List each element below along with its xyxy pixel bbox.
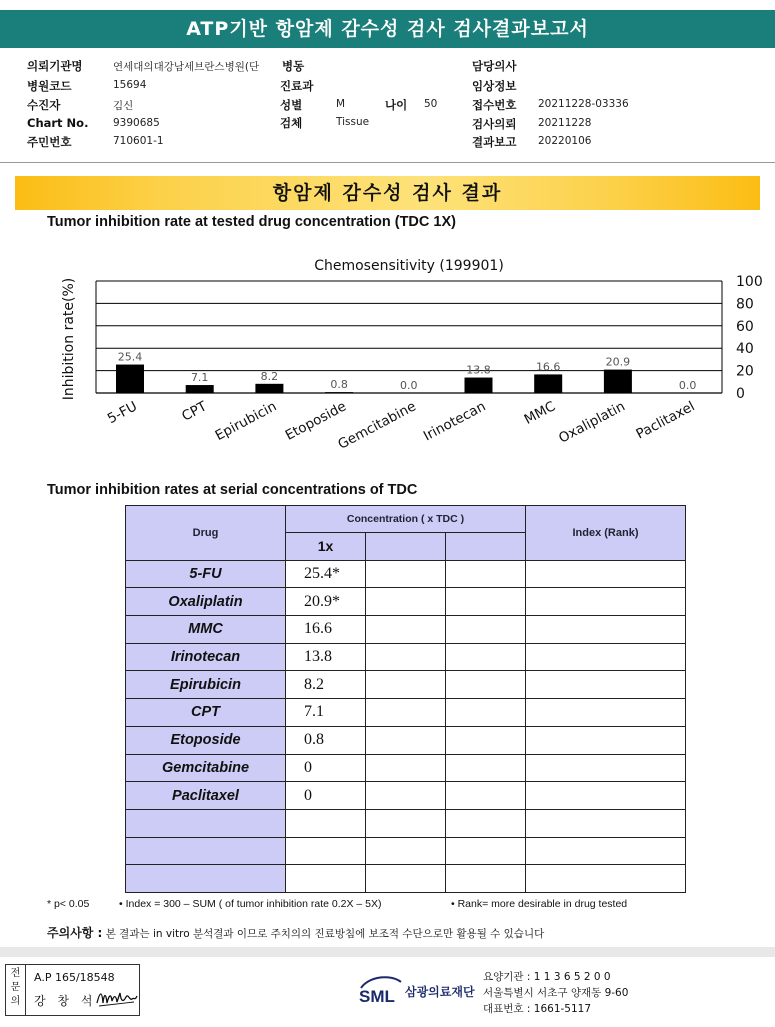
y-tick-label: 60	[736, 318, 754, 335]
table-row-empty	[126, 865, 686, 893]
table-row-empty	[126, 837, 686, 865]
requesting-org-label: 의뢰기관명	[27, 59, 83, 73]
empty-cell	[366, 699, 446, 727]
value-1x: 0	[286, 782, 366, 810]
index-cell	[526, 588, 686, 616]
data-label: 0.0	[678, 379, 697, 392]
empty-cell	[366, 643, 446, 671]
hospital-code-label: 병원코드	[27, 79, 72, 93]
index-cell	[526, 560, 686, 588]
section1-title: Tumor inhibition rate at tested drug concentration (TDC 1X)	[47, 214, 456, 230]
empty-cell	[446, 809, 526, 837]
drug-name: Epirubicin	[126, 671, 286, 699]
empty-cell	[446, 865, 526, 893]
empty-cell	[526, 837, 686, 865]
index-cell	[526, 726, 686, 754]
empty-cell	[366, 865, 446, 893]
request-date-value: 20211228	[538, 117, 592, 129]
empty-cell	[446, 671, 526, 699]
age-label: 나이	[385, 98, 408, 112]
index-cell	[526, 699, 686, 727]
bar	[255, 384, 283, 393]
empty-drug-cell	[126, 809, 286, 837]
empty-cell	[366, 671, 446, 699]
value-1x: 7.1	[286, 699, 366, 727]
y-tick-label: 80	[736, 296, 754, 313]
header-blank	[446, 533, 526, 561]
specimen-value: Tissue	[336, 116, 370, 128]
table-row	[126, 754, 686, 782]
patient-info	[0, 52, 775, 162]
data-label: 0.8	[330, 378, 348, 392]
specimen-label: 검체	[280, 116, 303, 130]
data-label: 13.8	[466, 363, 491, 377]
empty-cell	[286, 809, 366, 837]
org-address: 서울특별시 서초구 양재동 9-60	[483, 987, 629, 999]
value-1x: 16.6	[286, 616, 366, 644]
empty-cell	[446, 616, 526, 644]
footnote-rank: • Rank= more desirable in drug tested	[451, 898, 628, 910]
y-axis-label: Inhibition rate(%)	[61, 277, 77, 401]
sex-label: 성별	[280, 98, 303, 112]
chart-no-value: 9390685	[113, 117, 160, 129]
sml-logo-icon	[357, 972, 405, 1008]
x-tick-label: Oxaliplatin	[556, 398, 628, 447]
value-1x: 0.8	[286, 726, 366, 754]
report-title: ATP기반 항암제 감수성 검사 검사결과보고서	[0, 10, 775, 48]
y-tick-label: 20	[736, 363, 754, 380]
serial-concentration-table	[125, 505, 686, 893]
footer-divider	[0, 947, 775, 957]
empty-cell	[286, 837, 366, 865]
data-label: 7.1	[190, 371, 209, 385]
report-date-value: 20220106	[538, 135, 592, 147]
age-value: 50	[424, 98, 438, 110]
doctor-label: 담당의사	[472, 59, 517, 73]
footnote-p: * p< 0.05	[47, 898, 90, 910]
index-cell	[526, 671, 686, 699]
patient-value: 김신	[113, 100, 134, 112]
org-name: 삼광의료재단	[405, 985, 475, 999]
bar	[325, 392, 353, 393]
drug-name: Gemcitabine	[126, 754, 286, 782]
data-label: 20.9	[605, 355, 631, 369]
x-tick-label: CPT	[179, 398, 210, 425]
x-tick-label: Etoposide	[282, 398, 349, 444]
patient-label: 수진자	[27, 98, 61, 112]
header-drug: Drug	[126, 506, 286, 561]
data-label: 25.4	[117, 350, 143, 364]
empty-cell	[366, 809, 446, 837]
empty-cell	[446, 754, 526, 782]
doctor-vertical-label	[6, 965, 26, 1015]
caution-label: 주의사항 :	[47, 926, 103, 940]
x-tick-label: MMC	[521, 398, 559, 428]
org-address-block	[483, 969, 628, 1017]
request-date-label: 검사의뢰	[472, 117, 517, 131]
chart-no-label: Chart No.	[27, 116, 89, 130]
bar	[186, 385, 214, 393]
resident-no-label: 주민번호	[27, 135, 72, 149]
drug-name: CPT	[126, 699, 286, 727]
empty-cell	[446, 726, 526, 754]
hospital-code-value: 15694	[113, 79, 147, 91]
header-blank	[366, 533, 446, 561]
x-tick-label: Epirubicin	[212, 398, 280, 444]
info-divider	[0, 162, 775, 163]
y-tick-label: 0	[736, 386, 745, 402]
empty-cell	[366, 726, 446, 754]
report-date-label: 결과보고	[472, 135, 517, 149]
table-row	[126, 699, 686, 727]
bar	[534, 374, 562, 393]
sex-value: M	[336, 98, 346, 110]
empty-cell	[446, 782, 526, 810]
drug-name: Oxaliplatin	[126, 588, 286, 616]
data-label: 8.2	[260, 369, 279, 383]
index-cell	[526, 643, 686, 671]
vertical-label-text: 전문의	[10, 968, 21, 1007]
org-code: 요양기관 : 1 1 3 6 5 2 0 0	[483, 971, 611, 983]
value-1x: 20.9*	[286, 588, 366, 616]
empty-drug-cell	[126, 865, 286, 893]
doctor-ap-number: A.P 165/18548	[34, 971, 115, 984]
value-1x: 25.4*	[286, 560, 366, 588]
empty-cell	[446, 699, 526, 727]
drug-name: Irinotecan	[126, 643, 286, 671]
caution-text: 본 결과는 in vitro 분석결과 이므로 주치의의 진료방침에 보조적 수단으로만 활용될 수 있습니다	[105, 928, 545, 940]
index-cell	[526, 616, 686, 644]
caution	[47, 924, 544, 941]
sml-logo-text: SML	[359, 987, 395, 1006]
table-row	[126, 643, 686, 671]
header-concentration: Concentration ( x TDC )	[286, 506, 526, 533]
table-row	[126, 726, 686, 754]
empty-cell	[366, 588, 446, 616]
table-row	[126, 588, 686, 616]
empty-cell	[446, 560, 526, 588]
signature-icon	[94, 987, 139, 1009]
drug-name: Etoposide	[126, 726, 286, 754]
footnote-index: • Index = 300 – SUM ( of tumor inhibition rate 0.2X – 5X)	[119, 898, 382, 910]
requesting-org-value: 연세대의대강남세브란스병원(단	[113, 61, 260, 73]
x-tick-label: 5-FU	[104, 398, 140, 428]
table-row	[126, 560, 686, 588]
doctor-box	[5, 964, 140, 1016]
receipt-no-label: 접수번호	[472, 98, 517, 112]
empty-cell	[526, 809, 686, 837]
data-label: 16.6	[535, 360, 561, 374]
drug-name: 5-FU	[126, 560, 286, 588]
org-phone: 대표번호 : 1661-5117	[483, 1003, 592, 1015]
index-cell	[526, 782, 686, 810]
header-1x: 1x	[286, 533, 366, 561]
header-index: Index (Rank)	[526, 506, 686, 561]
receipt-no-value: 20211228-03336	[538, 98, 629, 110]
drug-name: MMC	[126, 616, 286, 644]
x-tick-label: Gemcitabine	[335, 398, 419, 453]
empty-cell	[446, 643, 526, 671]
bar	[116, 365, 144, 393]
bar	[465, 378, 493, 393]
table-row	[126, 671, 686, 699]
value-1x: 0	[286, 754, 366, 782]
y-tick-label: 40	[736, 341, 754, 358]
empty-drug-cell	[126, 837, 286, 865]
chemosensitivity-chart	[40, 250, 775, 465]
empty-cell	[366, 782, 446, 810]
x-tick-label: Irinotecan	[420, 398, 489, 445]
y-tick-label: 100	[736, 274, 763, 290]
empty-cell	[446, 837, 526, 865]
empty-cell	[286, 865, 366, 893]
doctor-name: 강 창 석	[34, 994, 97, 1008]
ward-label: 병동	[282, 59, 305, 73]
value-1x: 13.8	[286, 643, 366, 671]
chart-title: Chemosensitivity (199901)	[314, 258, 504, 274]
dept-label: 진료과	[280, 79, 314, 93]
empty-cell	[366, 754, 446, 782]
value-1x: 8.2	[286, 671, 366, 699]
index-cell	[526, 754, 686, 782]
clinical-label: 임상정보	[472, 79, 517, 93]
empty-cell	[366, 560, 446, 588]
table-row	[126, 782, 686, 810]
section2-title: Tumor inhibition rates at serial concentrations of TDC	[47, 482, 418, 498]
bar	[604, 370, 632, 393]
x-tick-label: Paclitaxel	[633, 398, 698, 443]
drug-name: Paclitaxel	[126, 782, 286, 810]
table-row	[126, 616, 686, 644]
empty-cell	[366, 616, 446, 644]
table-row-empty	[126, 809, 686, 837]
empty-cell	[366, 837, 446, 865]
resident-no-value: 710601-1	[113, 135, 164, 147]
empty-cell	[446, 588, 526, 616]
empty-cell	[526, 865, 686, 893]
result-title: 항암제 감수성 검사 결과	[15, 176, 760, 210]
data-label: 0.0	[400, 379, 418, 392]
